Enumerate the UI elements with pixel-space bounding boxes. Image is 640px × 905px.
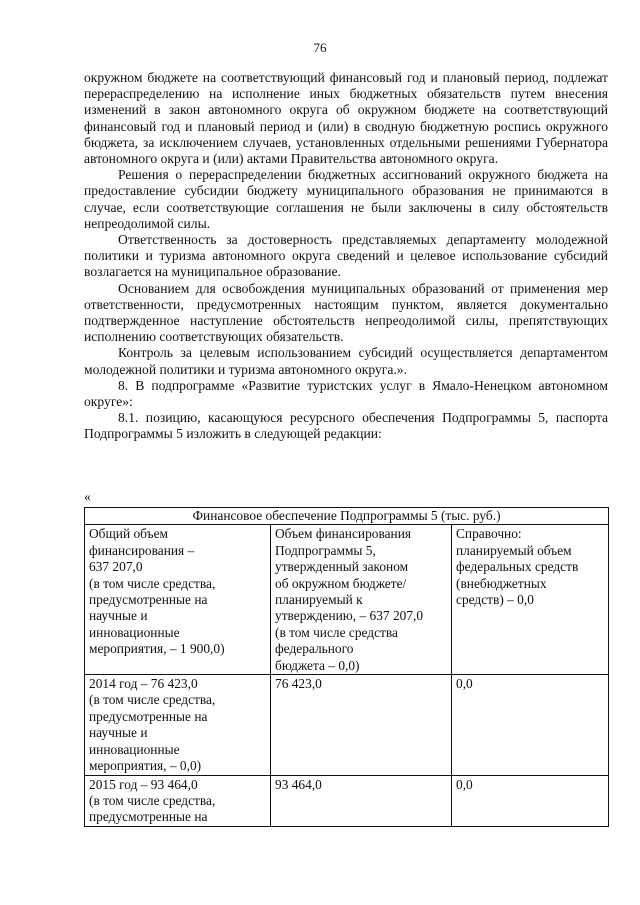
- table-cell: 0,0: [452, 675, 609, 775]
- paragraph-item-8-1: 8.1. позицию, касающуюся ресурсного обеспечения Подпрограммы 5, паспорта Подпрограммы 5 изложить в следующей редакции:: [84, 410, 608, 442]
- table-cell: 93 464,0: [271, 775, 452, 826]
- paragraph-responsibility: Ответственность за достоверность представляемых департаменту молодежной политики и туризма автономного округа сведений и целевое использование субсидий возлагается на муниципальное образование.: [84, 232, 608, 280]
- table-header: Финансовое обеспечение Подпрограммы 5 (тыс. руб.): [85, 508, 609, 525]
- paragraph-continuation: окружном бюджете на соответствующий финансовый год и плановый период, подлежат перераспределению на исполнение иных бюджетных обязательств путем внесения изменений в закон автономного округа об окружном бюджете на соответствующий финансовый год и плановый период и (или) в сводную бюджетную роспись окружного бюджета, за исключением случаев, установленных отдельными решениями Губернатора автономного округа и (или) актами Правительства автономного округа.: [84, 70, 608, 167]
- table-cell: 2014 год – 76 423,0 (в том числе средства, предусмотренные на научные и инновационные мероприятия, – 0,0): [85, 675, 271, 775]
- table-row: [85, 675, 609, 775]
- paragraph-exemption: Основанием для освобождения муниципальных образований от применения мер ответственности, предусмотренных настоящим пунктом, является документально подтвержденное наступление обстоятельств непреодолимой силы, препятствующих исполнению соответствующих обязательств.: [84, 280, 608, 345]
- financing-table: [84, 507, 609, 827]
- paragraph-control: Контроль за целевым использованием субсидий осуществляется департаментом молодежной политики и туризма автономного округа.».: [84, 345, 608, 377]
- page-number: 76: [313, 40, 327, 55]
- table-cell: Объем финансирования Подпрограммы 5, утвержденный законом об окружном бюджете/ планируемый к утверждению, – 637 207,0 (в том числе средства федерального бюджета – 0,0): [271, 525, 452, 675]
- paragraph-redistribution: Решения о перераспределении бюджетных ассигнований окружного бюджета на предоставление субсидии бюджету муниципального образования не принимаются в случае, если соответствующие соглашения не были заключены в силу обстоятельств непреодолимой силы.: [84, 167, 608, 231]
- opening-quote: «: [84, 489, 91, 504]
- table-cell: Справочно: планируемый объем федеральных средств (внебюджетных средств) – 0,0: [452, 525, 609, 675]
- table-cell: 76 423,0: [271, 675, 452, 775]
- table-header-row: [85, 508, 609, 525]
- table-cell: Общий объем финансирования – 637 207,0 (в том числе средства, предусмотренные на научные и инновационные мероприятия, – 1 900,0): [85, 525, 271, 675]
- paragraph-item-8: 8. В подпрограмме «Развитие туристских услуг в Ямало-Ненецком автономном округе»:: [84, 377, 608, 410]
- table-cell: 2015 год – 93 464,0 (в том числе средства, предусмотренные на: [85, 775, 271, 826]
- table-row: [85, 775, 609, 826]
- table-cell: 0,0: [452, 775, 609, 826]
- table-row: [85, 525, 609, 675]
- body-text: [84, 70, 608, 443]
